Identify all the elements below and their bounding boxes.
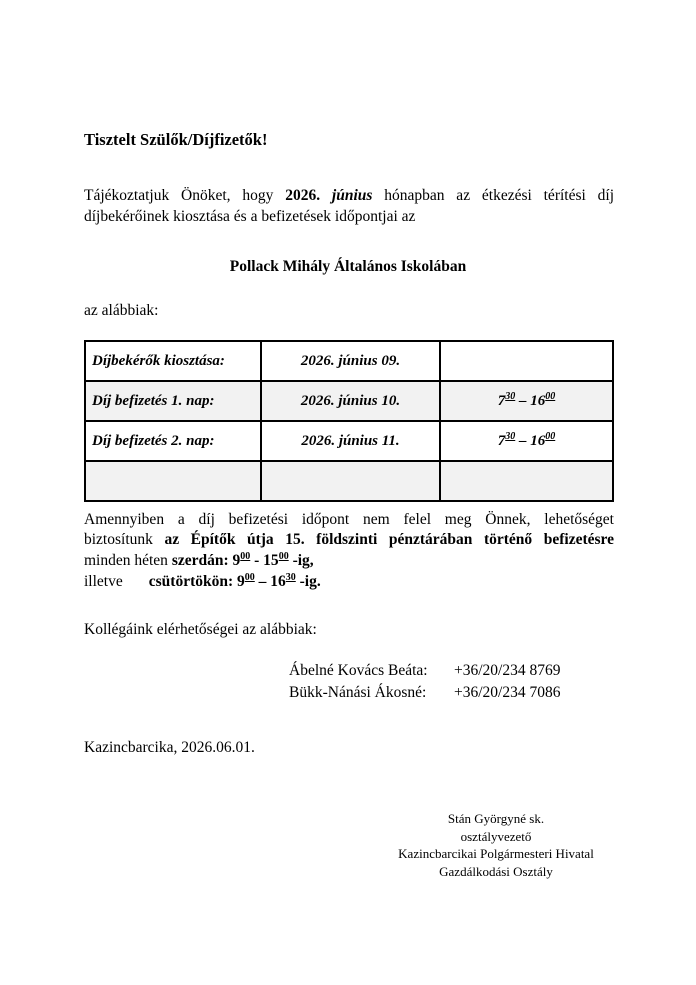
row-date: 2026. június 11. <box>261 421 440 461</box>
row-label: Díj befizetés 2. nap: <box>85 421 261 461</box>
signer-org: Kazincbarcikai Polgármesteri Hivatal <box>398 846 594 862</box>
row-date: 2026. június 10. <box>261 381 440 421</box>
row-label: Díj befizetés 1. nap: <box>85 381 261 421</box>
greeting-heading: Tisztelt Szülők/Díjfizetők! <box>84 130 268 149</box>
intro-text: az alábbiak: <box>84 302 159 319</box>
date-line: Kazincbarcika, 2026.06.01. <box>84 739 255 756</box>
signature-block <box>376 810 616 880</box>
school-name: Pollack Mihály Általános Iskolában <box>229 258 467 275</box>
signer-dept: Gazdálkodási Osztály <box>439 863 553 879</box>
list-item <box>289 683 560 705</box>
table-row <box>85 341 613 381</box>
table-row <box>85 421 613 461</box>
contact-phone: +36/20/234 8769 <box>454 662 561 679</box>
row-date <box>261 461 440 501</box>
table-row <box>85 461 613 501</box>
info-paragraph: Tájékoztatjuk Önöket, hogy 2026. június hónapban az étkezési térítési díj díjbekérőinek kiosztása és a befizetések időpontjai az <box>84 187 614 225</box>
row-label: Díjbekérők kiosztása: <box>85 341 261 381</box>
row-date: 2026. június 09. <box>261 341 440 381</box>
row-label <box>85 461 261 501</box>
table-row <box>85 381 613 421</box>
contact-name: Ábelné Kovács Beáta: <box>289 662 428 679</box>
schedule-table <box>84 340 614 502</box>
row-time <box>440 341 613 381</box>
payment-paragraph: Amennyiben a díj befizetési időpont nem felel meg Önnek, lehetőséget biztosítunk az Építők útja 15. földszinti pénztárában történő befizetésre minden héten szerdán: $9^{00} - 15^{00}$ -ig, illetve csütörtökön: $9^{00} - 16^{30}$ -ig. <box>84 511 615 591</box>
list-item <box>289 661 560 683</box>
signer-name: Stán Györgyné sk. <box>447 811 545 826</box>
contact-name: Bükk-Nánási Ákosné: <box>289 684 427 701</box>
contact-phone: +36/20/234 7086 <box>454 684 561 701</box>
row-time: $7^{30} - 16^{00}$ <box>440 421 613 461</box>
contacts-intro: Kollégáink elérhetőségei az alábbiak: <box>84 621 317 638</box>
row-time: $7^{30} - 16^{00}$ <box>440 381 613 421</box>
signer-title: osztályvezető <box>460 828 532 844</box>
row-time <box>440 461 613 501</box>
contacts-list <box>289 661 560 705</box>
